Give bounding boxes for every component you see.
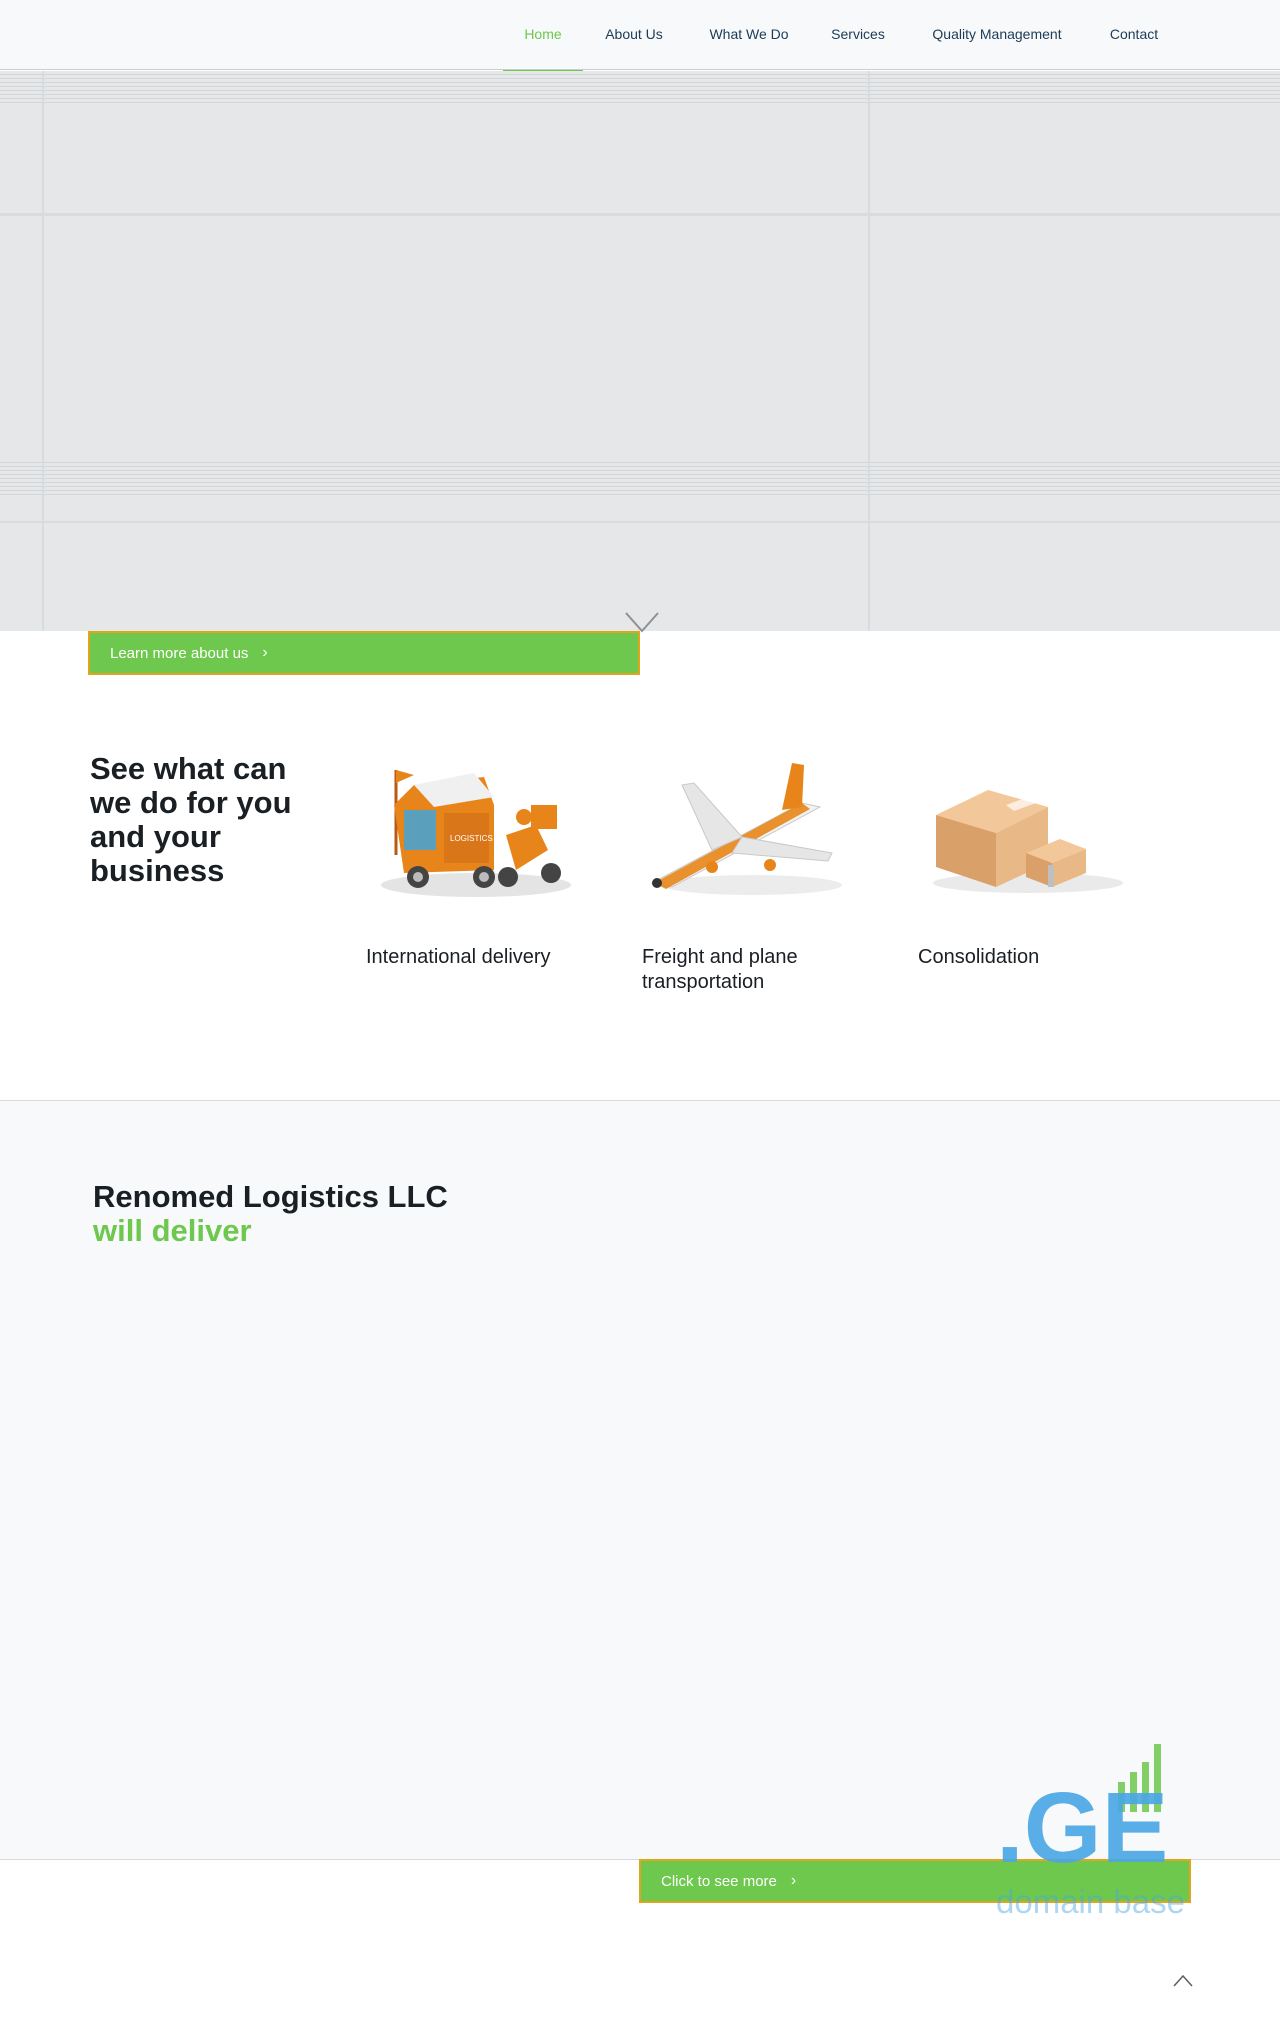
see-more-label: Click to see more — [661, 1872, 777, 1890]
renomed-heading: Renomed Logistics LLC — [93, 1179, 448, 1214]
back-to-top-icon[interactable] — [1172, 1972, 1194, 1988]
service-label: International delivery — [366, 946, 551, 968]
boxes-icon — [918, 755, 1128, 905]
delivery-van-scooter-icon — [366, 755, 576, 905]
airplane-icon — [642, 755, 852, 905]
learn-more-label: Learn more about us — [110, 644, 249, 662]
nav-about-us[interactable]: About Us — [605, 26, 663, 42]
watermark-subtext: domain base — [996, 1883, 1185, 1920]
domain-base-logo — [996, 1730, 1196, 1920]
what-we-do-heading: See what can we do for you and your business — [90, 751, 292, 888]
service-label: Consolidation — [918, 946, 1040, 968]
nav-contact[interactable]: Contact — [1109, 26, 1159, 42]
hero-grid-line — [0, 213, 1280, 216]
service-label: Freight and plane transportation — [642, 946, 798, 993]
hero-grid-line — [42, 71, 44, 631]
nav-home[interactable]: Home — [524, 26, 562, 42]
hero-stripes — [0, 71, 1280, 103]
svg-text:LOGISTICS: LOGISTICS — [450, 834, 493, 843]
hero-banner — [0, 71, 1280, 631]
nav-services[interactable]: Services — [831, 26, 885, 42]
nav-what-we-do[interactable]: What We Do — [709, 26, 789, 42]
chevron-right-icon: › — [790, 1872, 797, 1889]
chevron-right-icon: › — [262, 644, 268, 661]
hero-stripes — [0, 459, 1280, 497]
nav-quality-management[interactable]: Quality Management — [932, 26, 1062, 42]
hero-grid-line — [868, 71, 870, 631]
top-navigation — [0, 0, 1280, 70]
renomed-subheading: will deliver — [93, 1213, 252, 1248]
learn-more-button[interactable] — [88, 631, 640, 675]
watermark-ge-text: .GE — [996, 1772, 1169, 1884]
hero-grid-line — [0, 521, 1280, 523]
